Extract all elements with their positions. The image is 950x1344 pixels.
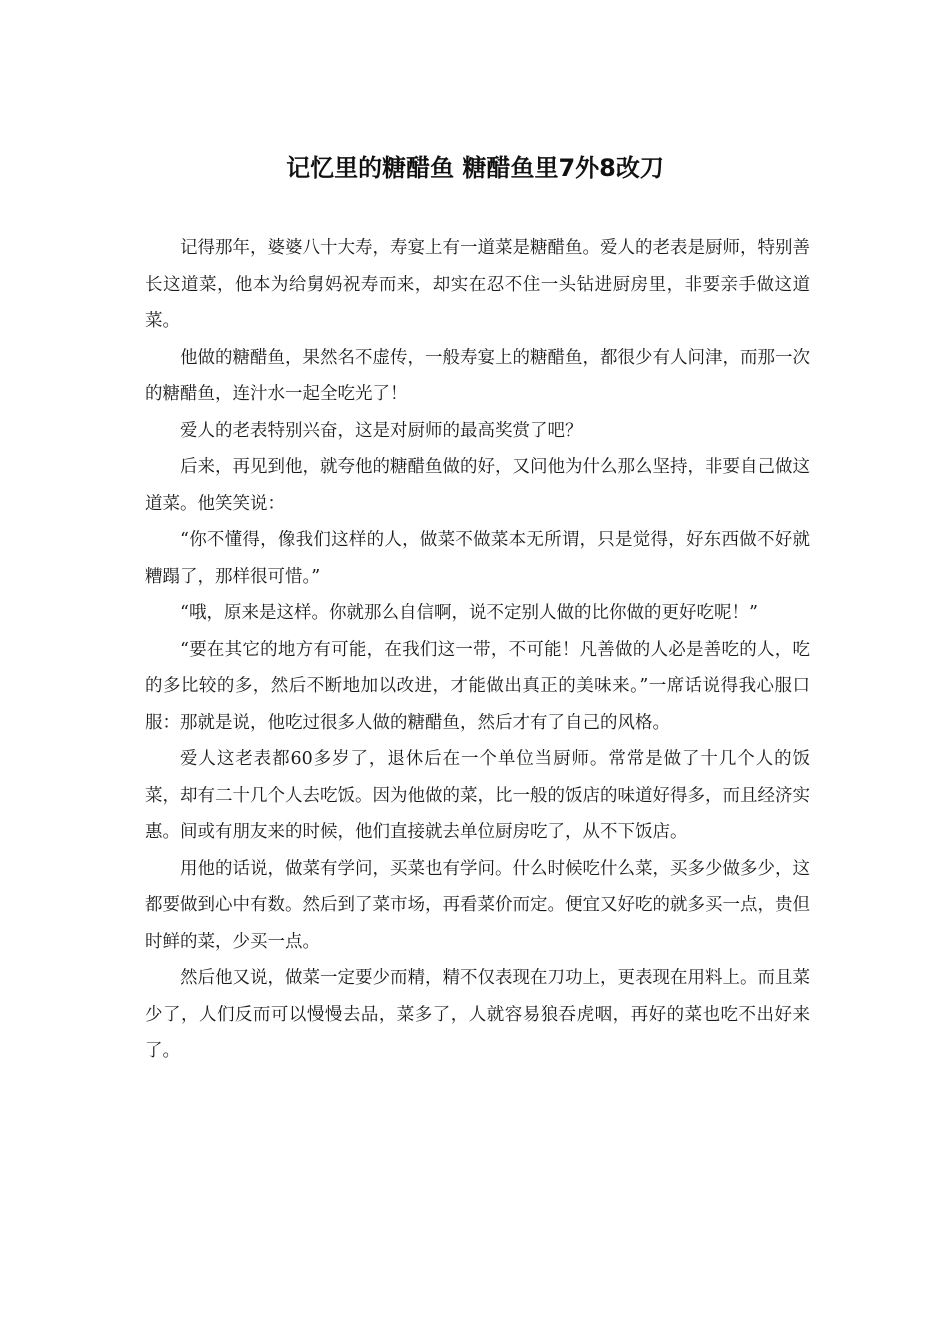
paragraph: 后来，再见到他，就夸他的糖醋鱼做的好，又问他为什么那么坚持，非要自己做这道菜。他笑笑说： <box>145 457 810 514</box>
document-body <box>145 230 810 1070</box>
document-title: 记忆里的糖醋鱼 糖醋鱼里7外8改刀 <box>286 154 664 182</box>
paragraph: 然后他又说，做菜一定要少而精，精不仅表现在刀功上，更表现在用料上。而且菜少了，人们反而可以慢慢去品，菜多了，人就容易狼吞虎咽，再好的菜也吃不出好来了。 <box>145 968 810 1061</box>
paragraph: 用他的话说，做菜有学问，买菜也有学问。什么时候吃什么菜，买多少做多少，这都要做到心中有数。然后到了菜市场，再看菜价而定。便宜又好吃的就多买一点，贵但时鲜的菜，少买一点。 <box>145 858 810 952</box>
paragraph: 他做的糖醋鱼，果然名不虚传，一般寿宴上的糖醋鱼，都很少有人问津，而那一次的糖醋鱼，连汁水一起全吃光了！ <box>145 347 810 404</box>
paragraph: 爱人的老表特别兴奋，这是对厨师的最高奖赏了吧？ <box>180 420 583 441</box>
paragraph: 爱人这老表都60多岁了，退休后在一个单位当厨师。常常是做了十几个人的饭菜，却有二十几个人去吃饭。因为他做的菜，比一般的饭店的味道好得多，而且经济实惠。间或有朋友来的时候，他们直接就去单位厨房吃了，从不下饭店。 <box>145 749 810 842</box>
paragraph: 记得那年，婆婆八十大寿，寿宴上有一道菜是糖醋鱼。爱人的老表是厨师，特别善长这道菜，他本为给舅妈祝寿而来，却实在忍不住一头钻进厨房里，非要亲手做这道菜。 <box>145 238 810 331</box>
paragraph: “哦，原来是这样。你就那么自信啊，说不定别人做的比你做的更好吃呢！” <box>180 603 758 623</box>
paragraph: “你不懂得，像我们这样的人，做菜不做菜本无所谓，只是觉得，好东西做不好就糟蹋了，那样很可惜。” <box>145 530 810 587</box>
paragraph: “要在其它的地方有可能，在我们这一带，不可能！凡善做的人必是善吃的人，吃的多比较的多，然后不断地加以改进，才能做出真正的美味来。”一席话说得我心服口服：那就是说，他吃过很多人做的糖醋鱼，然后才有了自己的风格。 <box>145 639 810 733</box>
